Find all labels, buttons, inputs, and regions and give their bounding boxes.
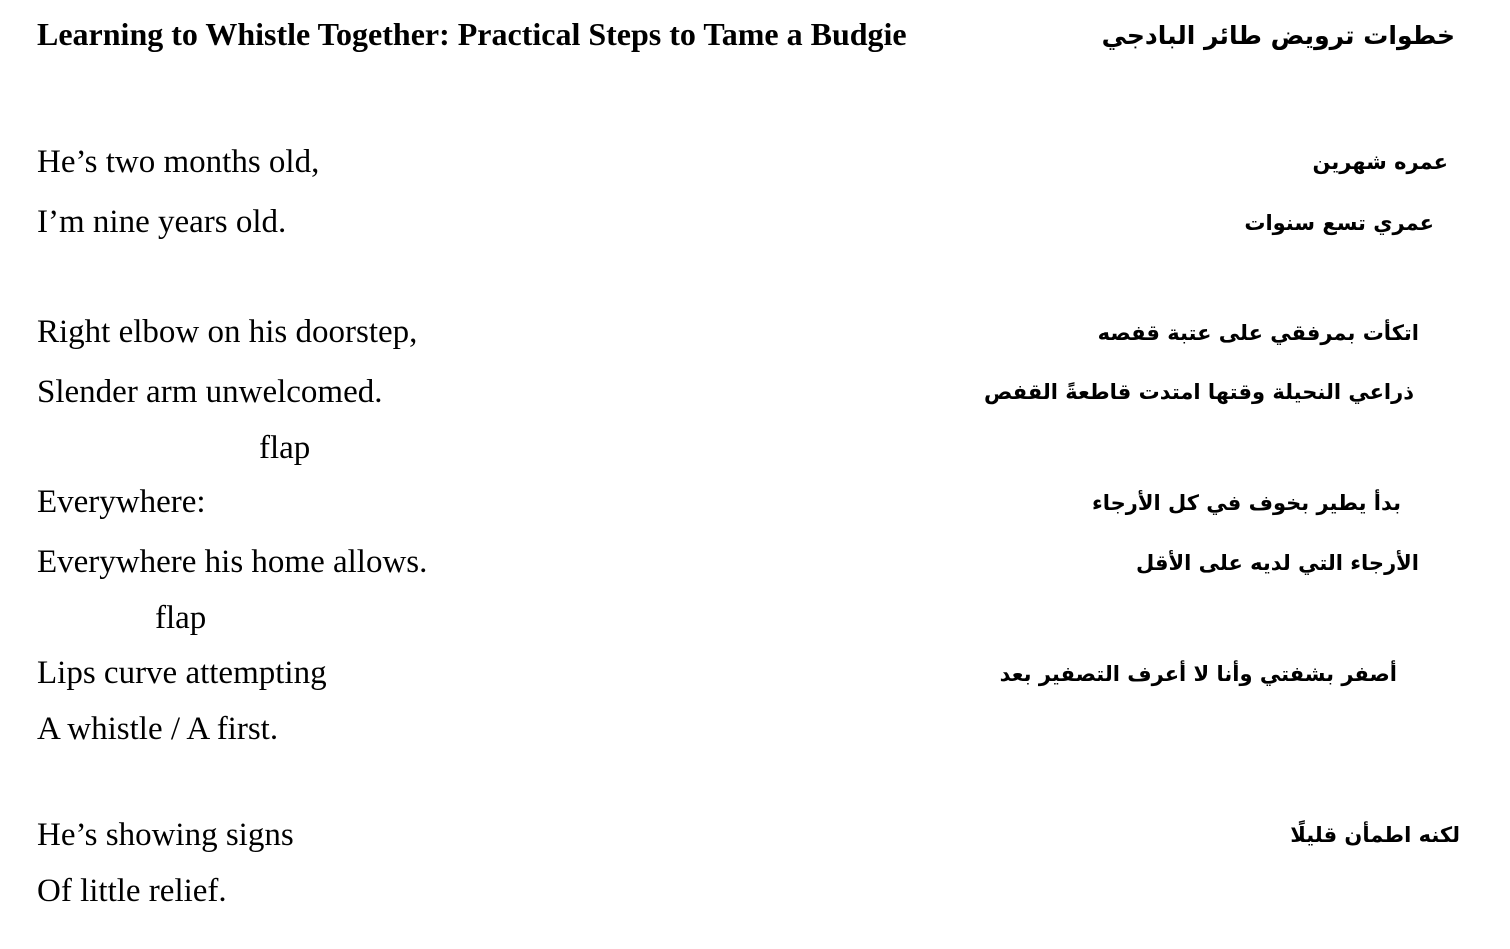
english-line: Right elbow on his doorstep, xyxy=(37,314,418,350)
english-line-flap: flap xyxy=(259,430,311,466)
arabic-title: خطوات ترويض طائر البادجي xyxy=(1101,21,1455,50)
arabic-line: عمري تسع سنوات xyxy=(1244,211,1434,235)
english-title: Learning to Whistle Together: Practical Steps to Tame a Budgie xyxy=(37,16,907,52)
english-line-flap: flap xyxy=(155,600,207,636)
arabic-line: ذراعي النحيلة وقتها امتدت قاطعةً القفص xyxy=(984,380,1414,404)
english-line: Everywhere: xyxy=(37,484,206,520)
english-line: Lips curve attempting xyxy=(37,655,327,691)
arabic-line: أصفر بشفتي وأنا لا أعرف التصفير بعد xyxy=(999,662,1397,686)
english-line: A whistle / A first. xyxy=(37,711,279,747)
english-line: Everywhere his home allows. xyxy=(37,544,428,580)
arabic-line: اتكأت بمرفقي على عتبة قفصه xyxy=(1097,321,1419,345)
english-line: He’s showing signs xyxy=(37,817,294,853)
english-line: Slender arm unwelcomed. xyxy=(37,374,383,410)
english-line: I’m nine years old. xyxy=(37,204,287,240)
arabic-line: عمره شهرين xyxy=(1312,150,1448,174)
arabic-line: لكنه اطمأن قليلًا xyxy=(1290,823,1460,847)
english-line: Of little relief. xyxy=(37,873,227,909)
arabic-line: الأرجاء التي لديه على الأقل xyxy=(1136,551,1419,575)
english-line: He’s two months old, xyxy=(37,144,320,180)
arabic-line: بدأ يطير بخوف في كل الأرجاء xyxy=(1092,491,1401,515)
